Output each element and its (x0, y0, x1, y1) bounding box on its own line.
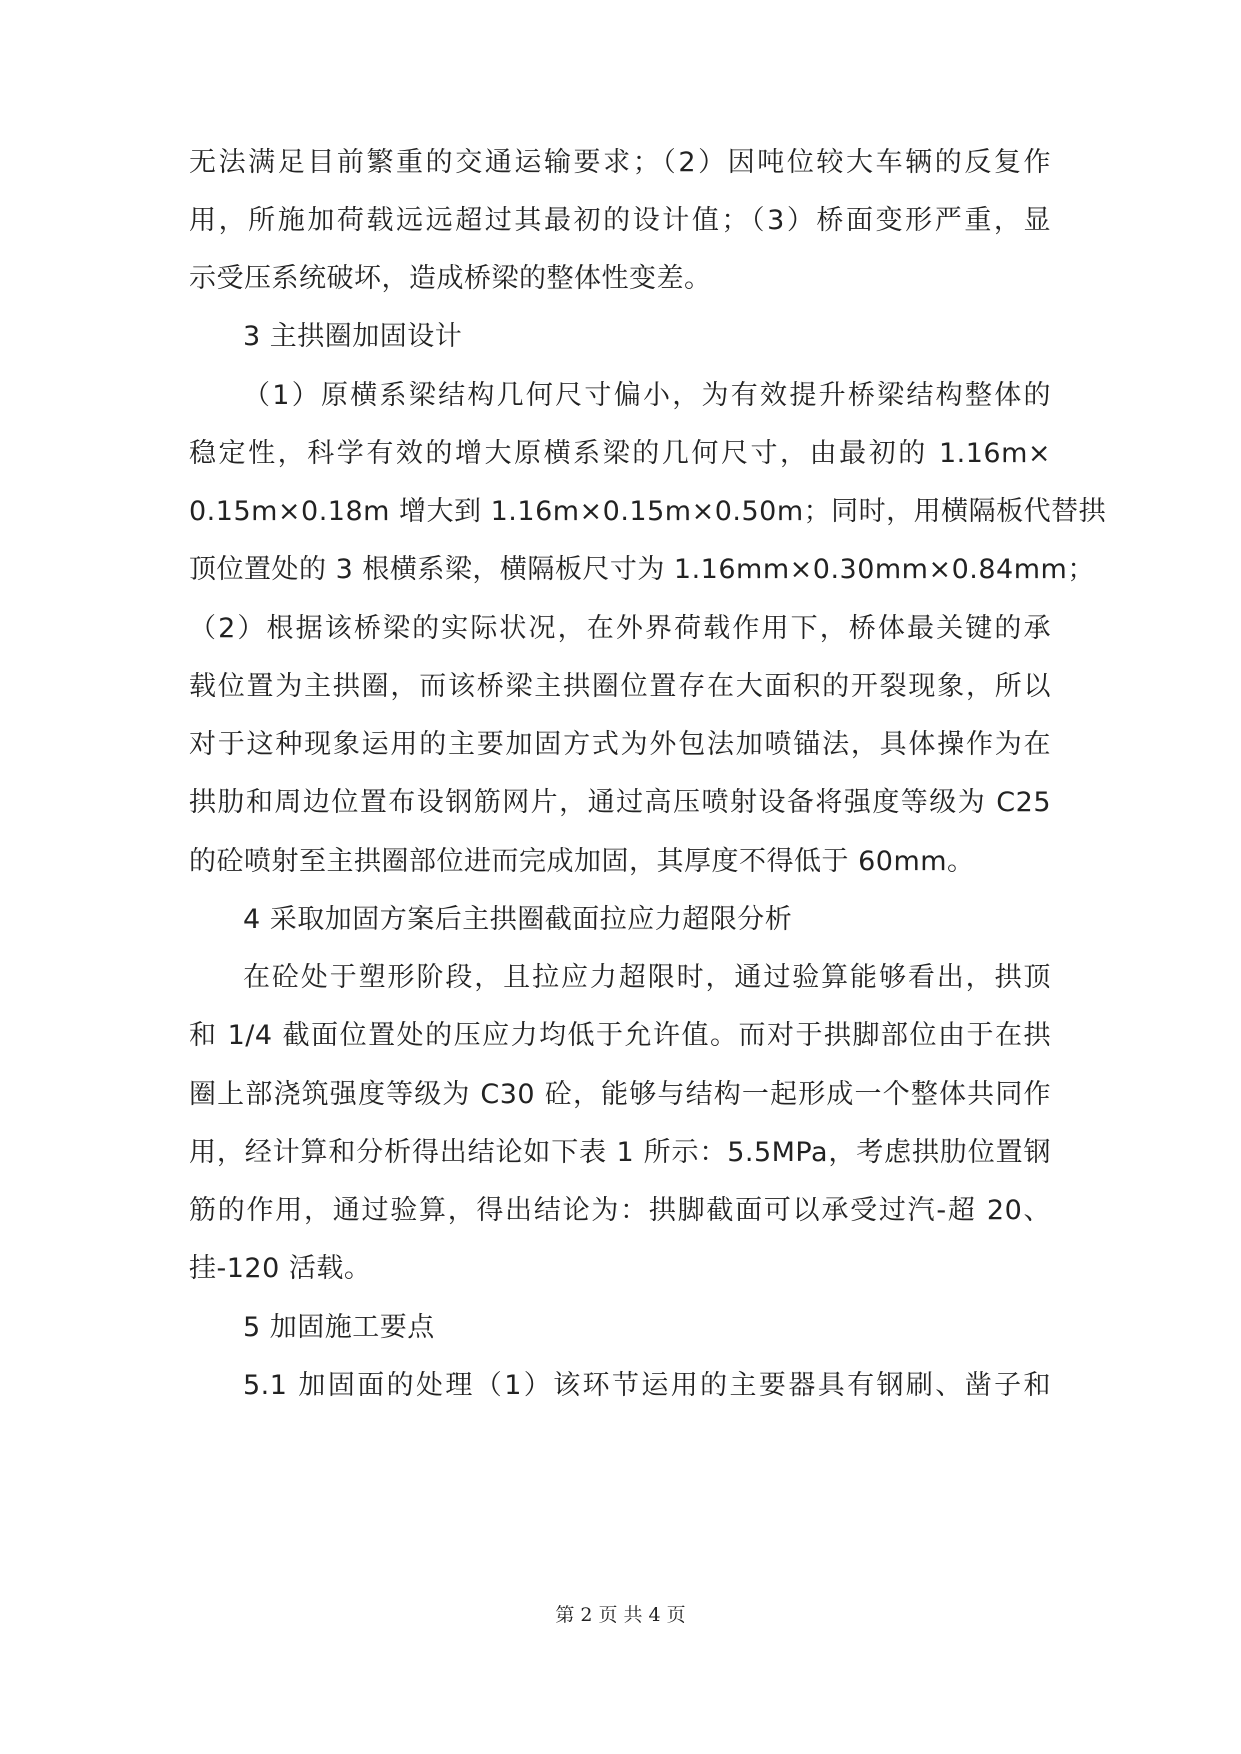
body-line: 用，所施加荷载远远超过其最初的设计值；（3）桥面变形严重，显 (189, 205, 1051, 236)
body-line: 在砼处于塑形阶段，且拉应力超限时，通过验算能够看出，拱顶 (243, 962, 1051, 993)
footer-suffix: 页 (666, 1604, 686, 1626)
body-line: （2）根据该桥梁的实际状况，在外界荷载作用下，桥体最关键的承 (189, 613, 1051, 644)
body-line: 对于这种现象运用的主要加固方式为外包法加喷锚法，具体操作为在 (189, 729, 1051, 760)
footer-prefix: 第 (555, 1604, 575, 1626)
body-line: 无法满足目前繁重的交通运输要求；（2）因吨位较大车辆的反复作 (189, 147, 1051, 178)
body-line: 示受压系统破坏，造成桥梁的整体性变差。 (189, 263, 712, 294)
footer-total-pages: 4 (648, 1604, 661, 1626)
body-line: 挂-120 活载。 (189, 1253, 372, 1284)
body-line: 稳定性，科学有效的增大原横系梁的几何尺寸，由最初的 1.16m× (189, 438, 1051, 469)
body-line: 筋的作用，通过验算，得出结论为：拱脚截面可以承受过汽-超 20、 (189, 1195, 1051, 1226)
body-line: 0.15m×0.18m 增大到 1.16m×0.15m×0.50m；同时，用横隔板代替拱 (189, 496, 1107, 527)
footer-page-word: 页 (598, 1604, 618, 1626)
body-line: 顶位置处的 3 根横系梁，横隔板尺寸为 1.16mm×0.30mm×0.84mm； (189, 554, 1095, 585)
section-heading: 3 主拱圈加固设计 (243, 321, 463, 352)
body-line: 圈上部浇筑强度等级为 C30 砼，能够与结构一起形成一个整体共同作 (189, 1079, 1051, 1110)
body-line: 载位置为主拱圈，而该桥梁主拱圈位置存在大面积的开裂现象，所以 (189, 671, 1051, 702)
body-line: 5.1 加固面的处理（1）该环节运用的主要器具有钢刷、凿子和 (243, 1370, 1051, 1401)
body-line: 用，经计算和分析得出结论如下表 1 所示：5.5MPa，考虑拱肋位置钢 (189, 1137, 1051, 1168)
body-line: 和 1/4 截面位置处的压应力均低于允许值。而对于拱脚部位由于在拱 (189, 1020, 1051, 1051)
footer-total-word: 共 (623, 1604, 643, 1626)
body-line: 拱肋和周边位置布设钢筋网片，通过高压喷射设备将强度等级为 C25 (189, 787, 1051, 818)
footer-current-page: 2 (580, 1604, 593, 1626)
page-footer (0, 1603, 1241, 1627)
section-heading: 4 采取加固方案后主拱圈截面拉应力超限分析 (243, 904, 793, 935)
body-line: 的砼喷射至主拱圈部位进而完成加固，其厚度不得低于 60mm。 (189, 846, 975, 877)
body-line: （1）原横系梁结构几何尺寸偏小，为有效提升桥梁结构整体的 (243, 380, 1051, 411)
section-heading: 5 加固施工要点 (243, 1312, 435, 1343)
